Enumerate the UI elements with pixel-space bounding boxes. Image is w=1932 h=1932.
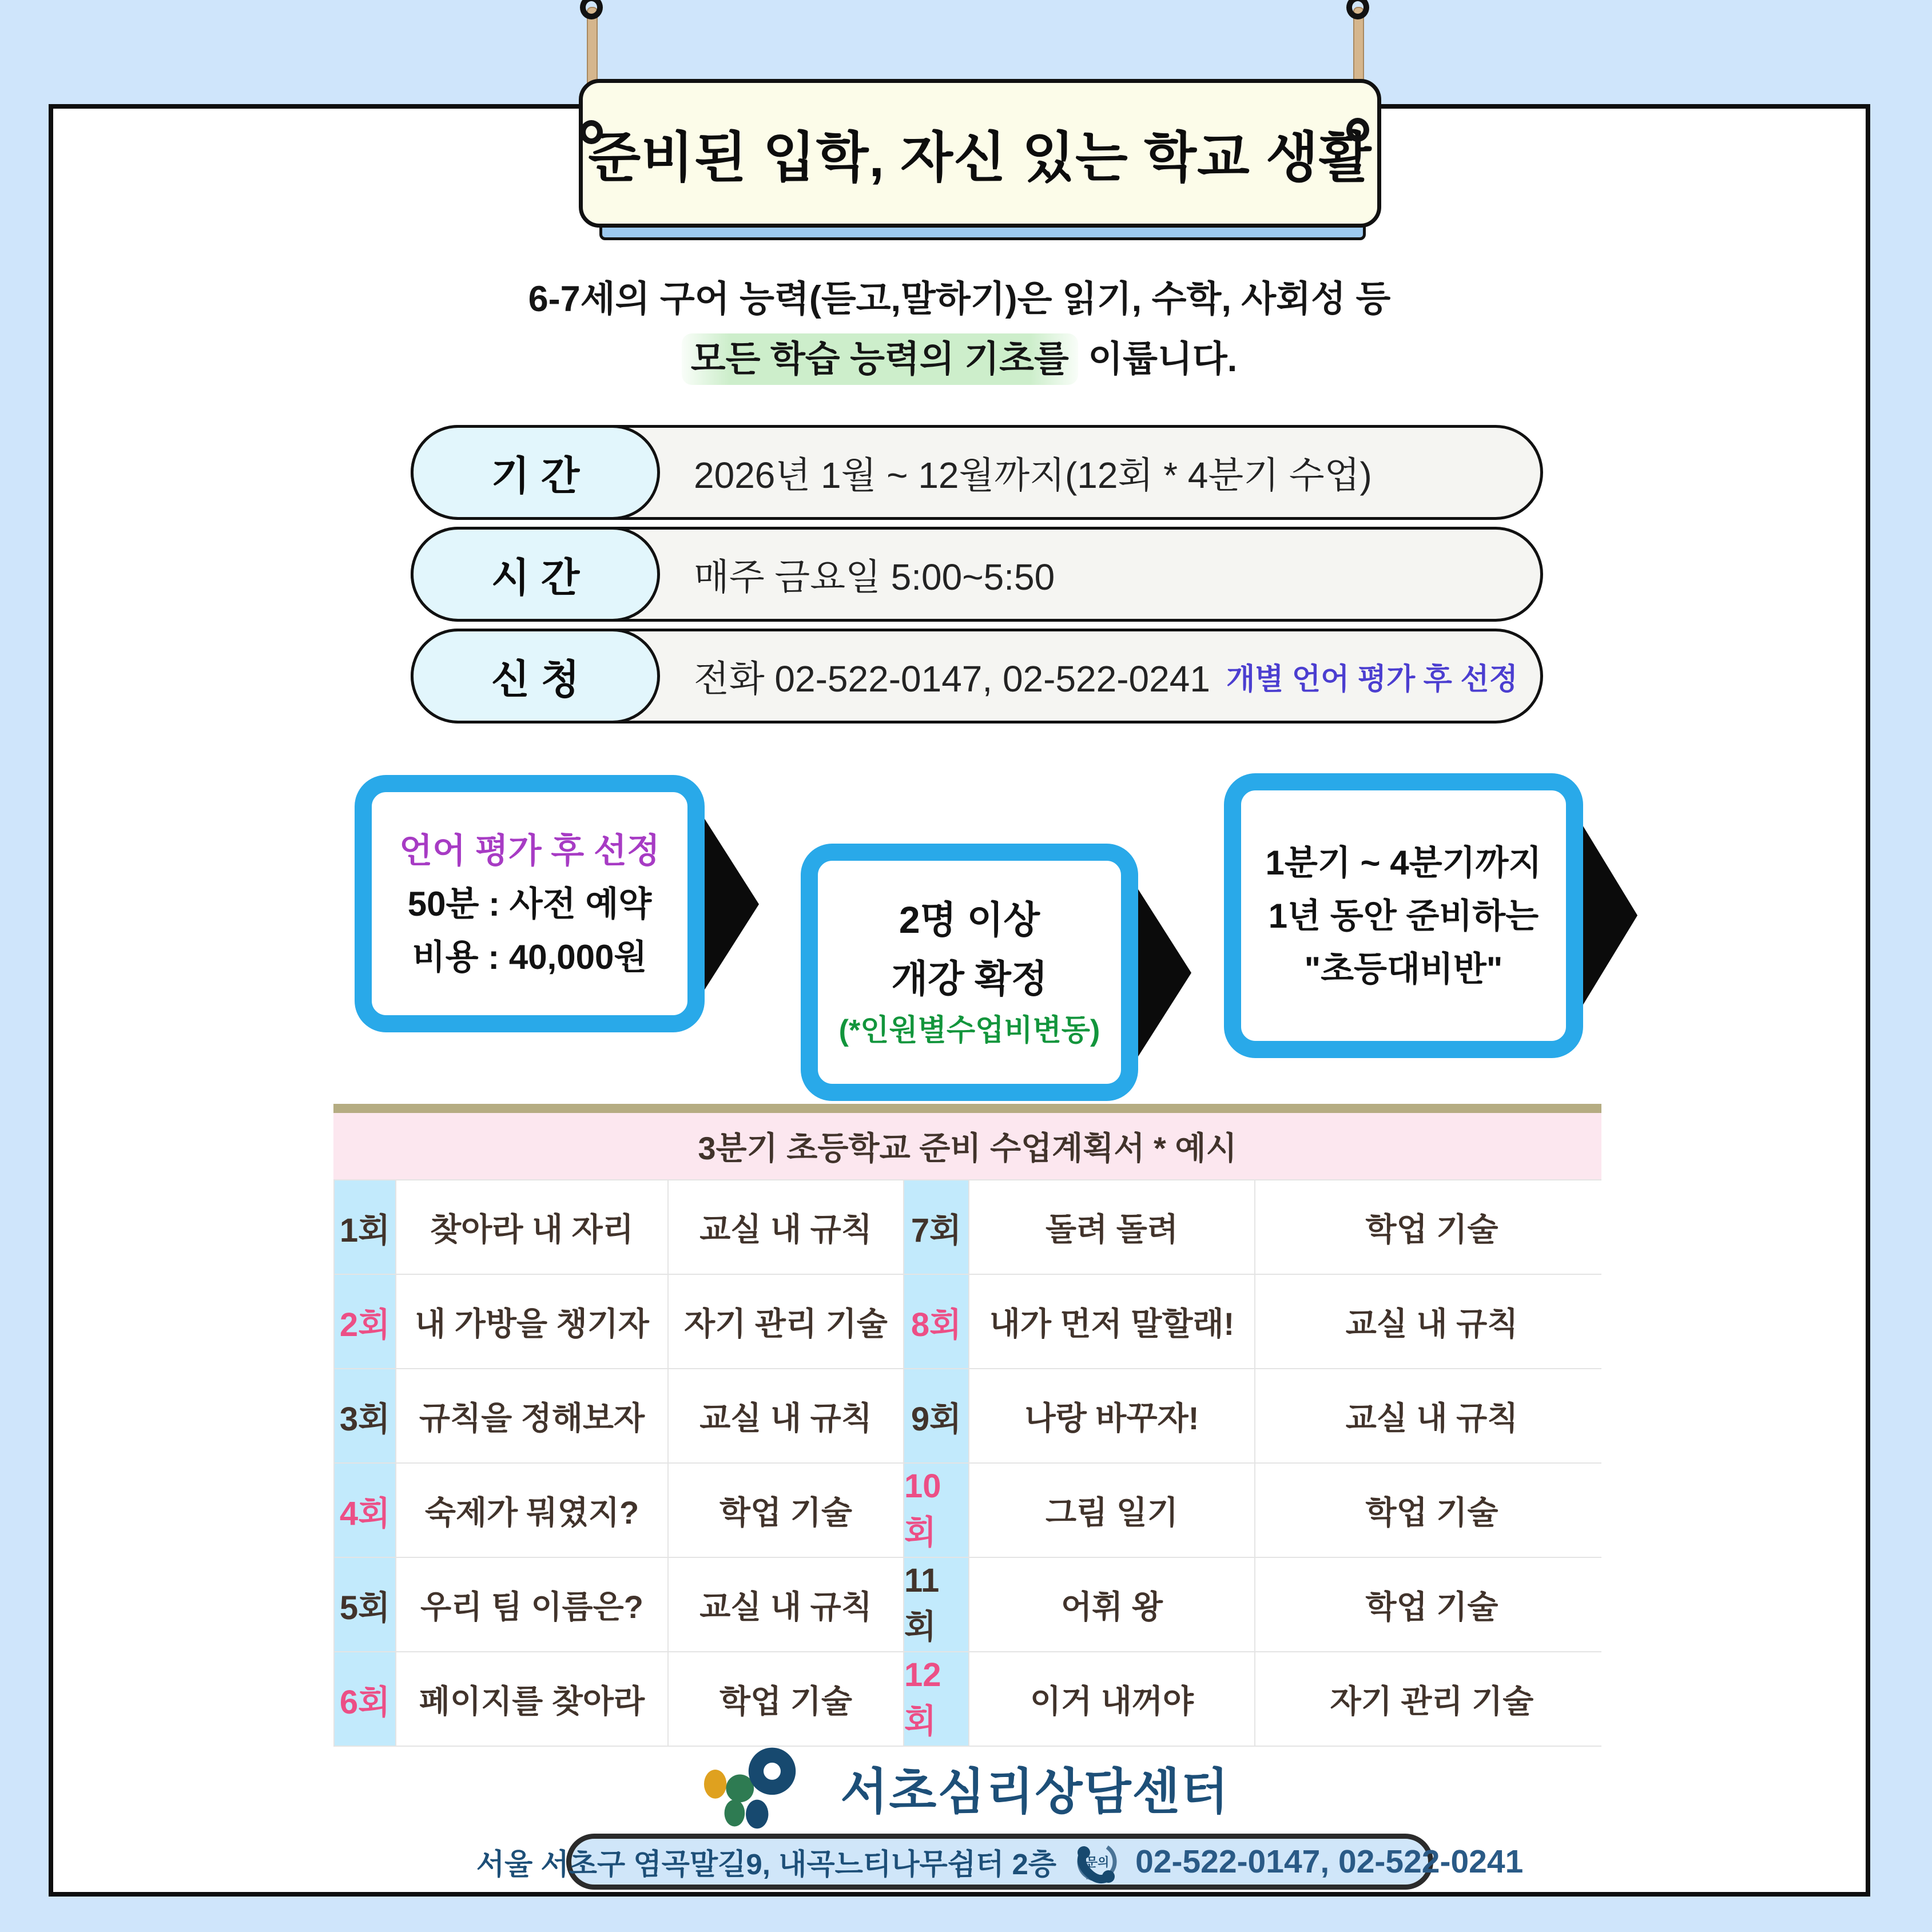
logo-mark-icon — [689, 1744, 821, 1830]
step1-line2: 50분 : 사전 예약 — [407, 884, 652, 923]
session-no: 12회 — [904, 1652, 968, 1746]
org-name: 서초심리상담센터 — [840, 1764, 1230, 1819]
inquiry-label: 문의 — [1086, 1856, 1110, 1869]
session-no: 6회 — [335, 1652, 395, 1746]
address-text: 서울 서초구 염곡말길9, 내곡느티나무쉼터 2층 — [476, 1848, 1057, 1881]
session-category: 교실 내 규칙 — [669, 1558, 903, 1651]
step2-line1: 2명 이상 — [899, 899, 1040, 941]
step-box-yearplan — [1224, 773, 1583, 1058]
session-category: 교실 내 규칙 — [1255, 1275, 1608, 1368]
session-no: 7회 — [904, 1180, 968, 1274]
session-title: 어휘 왕 — [969, 1558, 1254, 1651]
session-category: 학업 기술 — [669, 1464, 903, 1557]
info-label-period: 기 간 — [411, 425, 660, 520]
step3-line3: "초등대비반" — [1304, 949, 1503, 988]
hanging-sign — [579, 79, 1381, 228]
step-box-opening — [801, 844, 1138, 1101]
intro-line-1: 6-7세의 구어 능력(듣고,말하기)은 읽기, 수학, 사회성 등 — [528, 279, 1391, 319]
session-category: 교실 내 규칙 — [669, 1369, 903, 1462]
info-note-apply: 개별 언어 평가 후 선정 — [1226, 662, 1518, 696]
schedule-topbar — [333, 1104, 1601, 1113]
session-title: 그림 일기 — [969, 1464, 1254, 1557]
info-row-time — [411, 527, 1543, 622]
session-title: 나랑 바꾸자! — [969, 1369, 1254, 1462]
step1-line1: 언어 평가 후 선정 — [399, 831, 660, 870]
footer-address-bar — [476, 1834, 1524, 1890]
string-ring-bottom-right — [1346, 118, 1369, 142]
info-label-apply: 신 청 — [411, 629, 660, 723]
session-title: 돌려 돌려 — [969, 1180, 1254, 1274]
phone-numbers: 02-522-0147, 02-522-0241 — [1135, 1843, 1524, 1880]
session-no: 5회 — [335, 1558, 395, 1651]
step1-line3: 비용 : 40,000원 — [412, 937, 647, 976]
intro-line-2 — [49, 341, 1870, 377]
session-title: 찾아라 내 자리 — [396, 1180, 667, 1274]
session-no: 2회 — [335, 1275, 395, 1368]
session-no: 11회 — [904, 1558, 968, 1651]
session-category: 학업 기술 — [1255, 1464, 1608, 1557]
string-ring-top-left — [580, 0, 603, 19]
phone-icon — [1071, 1837, 1120, 1886]
step3-line1: 1분기 ~ 4분기까지 — [1265, 843, 1542, 882]
intro-text — [49, 281, 1870, 377]
session-category: 교실 내 규칙 — [1255, 1369, 1608, 1462]
step3-line2: 1년 동안 준비하는 — [1268, 896, 1539, 935]
info-value-time: 매주 금요일 5:00~5:50 — [694, 556, 1055, 598]
info-value-period: 2026년 1월 ~ 12월까지(12회 * 4분기 수업) — [694, 455, 1372, 496]
schedule-grid — [333, 1179, 1601, 1747]
info-value-apply: 전화 02-522-0147, 02-522-0241 — [694, 658, 1210, 699]
session-title: 내가 먼저 말할래! — [969, 1275, 1254, 1368]
info-row-period — [411, 425, 1543, 520]
session-title: 내 가방을 챙기자 — [396, 1275, 667, 1368]
org-logo — [49, 1744, 1870, 1830]
session-category: 학업 기술 — [1255, 1558, 1608, 1651]
session-category: 학업 기술 — [1255, 1180, 1608, 1274]
page-title: 준비된 입학, 자신 있는 학교 생활 — [588, 128, 1372, 188]
session-category: 학업 기술 — [669, 1652, 903, 1746]
schedule-title: 3분기 초등학교 준비 수업계획서 * 예시 — [333, 1113, 1601, 1179]
info-row-apply — [411, 629, 1543, 723]
session-no: 1회 — [335, 1180, 395, 1274]
session-title: 이거 내꺼야 — [969, 1652, 1254, 1746]
session-title: 페이지를 찾아라 — [396, 1652, 667, 1746]
highlight: 모든 학습 능력의 기초를 — [682, 333, 1078, 385]
session-title: 규칙을 정해보자 — [396, 1369, 667, 1462]
session-category: 자기 관리 기술 — [1255, 1652, 1608, 1746]
session-no: 3회 — [335, 1369, 395, 1462]
session-title: 우리 팀 이름은? — [396, 1558, 667, 1651]
info-label-time: 시 간 — [411, 527, 660, 622]
session-no: 8회 — [904, 1275, 968, 1368]
step-box-evaluation — [355, 775, 705, 1032]
string-ring-bottom-left — [580, 120, 603, 144]
session-no: 10회 — [904, 1464, 968, 1557]
session-no: 4회 — [335, 1464, 395, 1557]
session-category: 교실 내 규칙 — [669, 1180, 903, 1274]
string-ring-top-right — [1346, 0, 1369, 19]
step2-line3: (*인원별수업비변동) — [838, 1014, 1100, 1047]
intro-line-2-rest: 이룹니다. — [1078, 339, 1238, 379]
session-category: 자기 관리 기술 — [669, 1275, 903, 1368]
session-no: 9회 — [904, 1369, 968, 1462]
step2-line2: 개강 확정 — [891, 957, 1048, 1000]
schedule-table — [333, 1104, 1601, 1747]
session-title: 숙제가 뭐였지? — [396, 1464, 667, 1557]
